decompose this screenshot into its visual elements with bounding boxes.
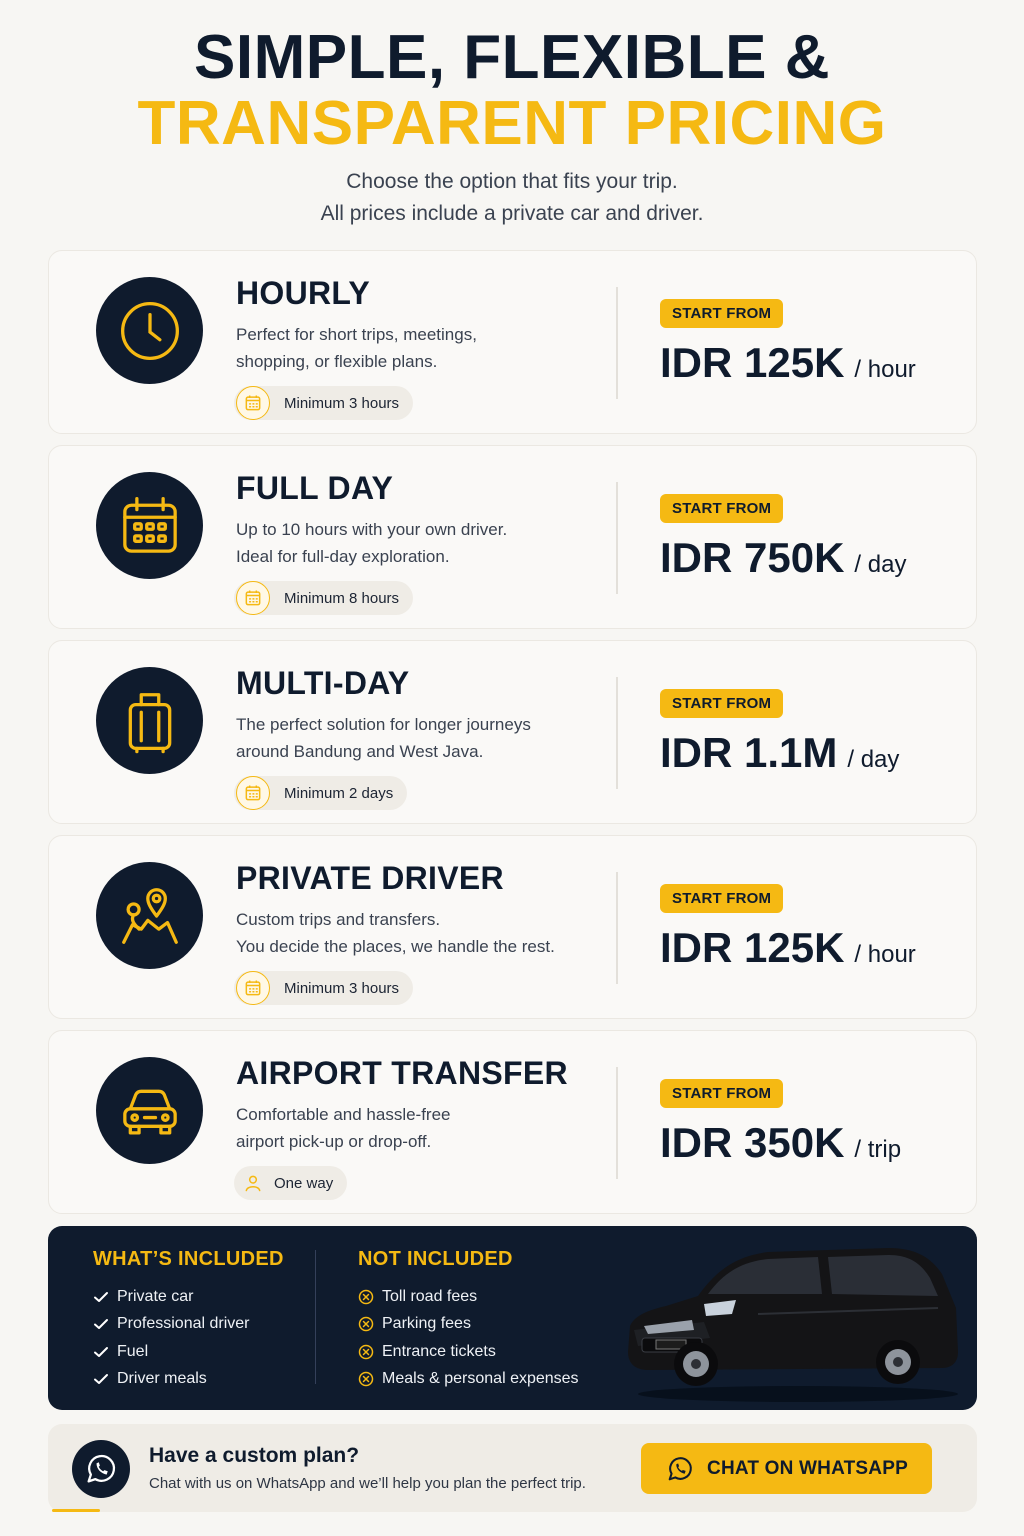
plan-description-line1: The perfect solution for longer journeys	[236, 715, 531, 734]
chat-on-whatsapp-label: CHAT ON WHATSAPP	[707, 1457, 908, 1479]
plan-title: PRIVATE DRIVER	[236, 860, 504, 896]
plan-description	[236, 1101, 616, 1155]
inclusions-panel	[48, 1226, 977, 1410]
plan-price	[660, 339, 916, 387]
plan-description-line1: Up to 10 hours with your own driver.	[236, 520, 508, 539]
plan-price-amount: IDR 350K	[660, 1119, 845, 1166]
plan-price-amount: IDR 125K	[660, 924, 845, 971]
card-divider	[616, 1067, 618, 1179]
car-icon	[96, 1057, 203, 1164]
plan-price-unit: / hour	[854, 941, 916, 968]
x-circle-icon	[358, 1316, 382, 1332]
included-item	[93, 1311, 284, 1339]
plan-minimum-label: Minimum 2 days	[284, 784, 394, 802]
calendar-icon	[236, 386, 270, 420]
check-icon	[93, 1316, 117, 1332]
plan-title: FULL DAY	[236, 470, 394, 506]
x-circle-icon	[358, 1289, 382, 1305]
plan-description-line2: airport pick-up or drop-off.	[236, 1132, 432, 1151]
card-divider	[616, 482, 618, 594]
included-item	[93, 1283, 284, 1311]
plan-price-amount: IDR 1.1M	[660, 729, 838, 776]
not-included-item-label: Entrance tickets	[382, 1342, 496, 1360]
calendar-icon	[236, 581, 270, 615]
start-from-badge: START FROM	[660, 689, 783, 718]
card-divider	[616, 287, 618, 399]
cta-title: Have a custom plan?	[149, 1444, 360, 1467]
plan-title: HOURLY	[236, 275, 370, 311]
custom-plan-cta	[48, 1424, 977, 1512]
plan-description	[236, 516, 616, 570]
page-subtitle-line1: Choose the option that fits your trip.	[346, 170, 678, 193]
plan-description-line2: around Bandung and West Java.	[236, 742, 484, 761]
plan-minimum-pill	[234, 971, 413, 1005]
plan-description-line2: Ideal for full-day exploration.	[236, 547, 450, 566]
plan-description	[236, 906, 616, 960]
included-item	[93, 1338, 284, 1366]
page-title-line2: TRANSPARENT PRICING	[137, 89, 887, 158]
not-included-item	[358, 1366, 579, 1394]
not-included-title: NOT INCLUDED	[358, 1248, 513, 1270]
plan-minimum-label: Minimum 8 hours	[284, 589, 400, 607]
plan-description	[236, 711, 616, 765]
plan-price	[660, 729, 899, 777]
x-circle-icon	[358, 1344, 382, 1360]
route-pin-icon	[96, 862, 203, 969]
plan-price-unit: / day	[847, 746, 900, 773]
included-item-label: Professional driver	[117, 1315, 250, 1333]
chat-on-whatsapp-button[interactable]	[641, 1443, 932, 1494]
pricing-card-full-day[interactable]	[48, 445, 977, 629]
inclusions-divider	[315, 1250, 316, 1384]
car-image	[608, 1234, 968, 1406]
whatsapp-icon	[72, 1440, 130, 1498]
plan-minimum-pill	[234, 386, 413, 420]
pricing-card-airport-transfer[interactable]	[48, 1030, 977, 1214]
card-divider	[616, 872, 618, 984]
plan-description-line2: shopping, or flexible plans.	[236, 352, 438, 371]
included-item	[93, 1366, 284, 1394]
plan-minimum-label: Minimum 3 hours	[284, 394, 400, 412]
page-title-line1: SIMPLE, FLEXIBLE &	[194, 23, 830, 92]
plan-title: AIRPORT TRANSFER	[236, 1055, 568, 1091]
start-from-badge: START FROM	[660, 1079, 783, 1108]
pricing-card-multi-day[interactable]	[48, 640, 977, 824]
plan-price	[660, 924, 916, 972]
not-included-item-label: Parking fees	[382, 1315, 471, 1333]
plan-minimum-label: One way	[274, 1174, 334, 1192]
x-circle-icon	[358, 1371, 382, 1387]
plan-price-unit: / trip	[854, 1136, 902, 1163]
plan-description-line1: Custom trips and transfers.	[236, 910, 441, 929]
page-subtitle-line2: All prices include a private car and driver.	[320, 202, 704, 225]
included-column	[93, 1248, 284, 1393]
not-included-item	[358, 1338, 579, 1366]
included-title: WHAT’S INCLUDED	[93, 1248, 284, 1270]
not-included-item-label: Toll road fees	[382, 1287, 478, 1305]
person-icon	[236, 1166, 270, 1200]
plan-description-line1: Comfortable and hassle-free	[236, 1105, 451, 1124]
plan-minimum-pill	[234, 1166, 347, 1200]
included-item-label: Fuel	[117, 1342, 149, 1360]
not-included-item	[358, 1283, 579, 1311]
plan-price-amount: IDR 750K	[660, 534, 845, 581]
cta-description: Chat with us on WhatsApp and we’ll help you plan the perfect trip.	[149, 1475, 586, 1492]
included-item-label: Driver meals	[117, 1370, 207, 1388]
plan-description	[236, 321, 616, 375]
plan-minimum-pill	[234, 581, 413, 615]
calendar-icon	[96, 472, 203, 579]
start-from-badge: START FROM	[660, 884, 783, 913]
plan-minimum-pill	[234, 776, 407, 810]
card-divider	[616, 677, 618, 789]
plan-price	[660, 534, 906, 582]
calendar-icon	[236, 971, 270, 1005]
plan-description-line1: Perfect for short trips, meetings,	[236, 325, 477, 344]
pricing-card-hourly[interactable]	[48, 250, 977, 434]
plan-minimum-label: Minimum 3 hours	[284, 979, 400, 997]
not-included-item-label: Meals & personal expenses	[382, 1370, 579, 1388]
not-included-column	[358, 1248, 579, 1393]
included-item-label: Private car	[117, 1287, 194, 1305]
suitcase-icon	[96, 667, 203, 774]
start-from-badge: START FROM	[660, 299, 783, 328]
plan-price	[660, 1119, 901, 1167]
check-icon	[93, 1371, 117, 1387]
pricing-card-private-driver[interactable]	[48, 835, 977, 1019]
plan-description-line2: You decide the places, we handle the rest.	[236, 937, 555, 956]
plan-price-amount: IDR 125K	[660, 339, 845, 386]
clock-icon	[96, 277, 203, 384]
start-from-badge: START FROM	[660, 494, 783, 523]
whatsapp-icon	[665, 1454, 695, 1484]
plan-price-unit: / hour	[854, 356, 916, 383]
calendar-icon	[236, 776, 270, 810]
not-included-item	[358, 1311, 579, 1339]
check-icon	[93, 1344, 117, 1360]
accent-line	[52, 1509, 100, 1512]
plan-title: MULTI-DAY	[236, 665, 410, 701]
plan-price-unit: / day	[854, 551, 907, 578]
check-icon	[93, 1289, 117, 1305]
